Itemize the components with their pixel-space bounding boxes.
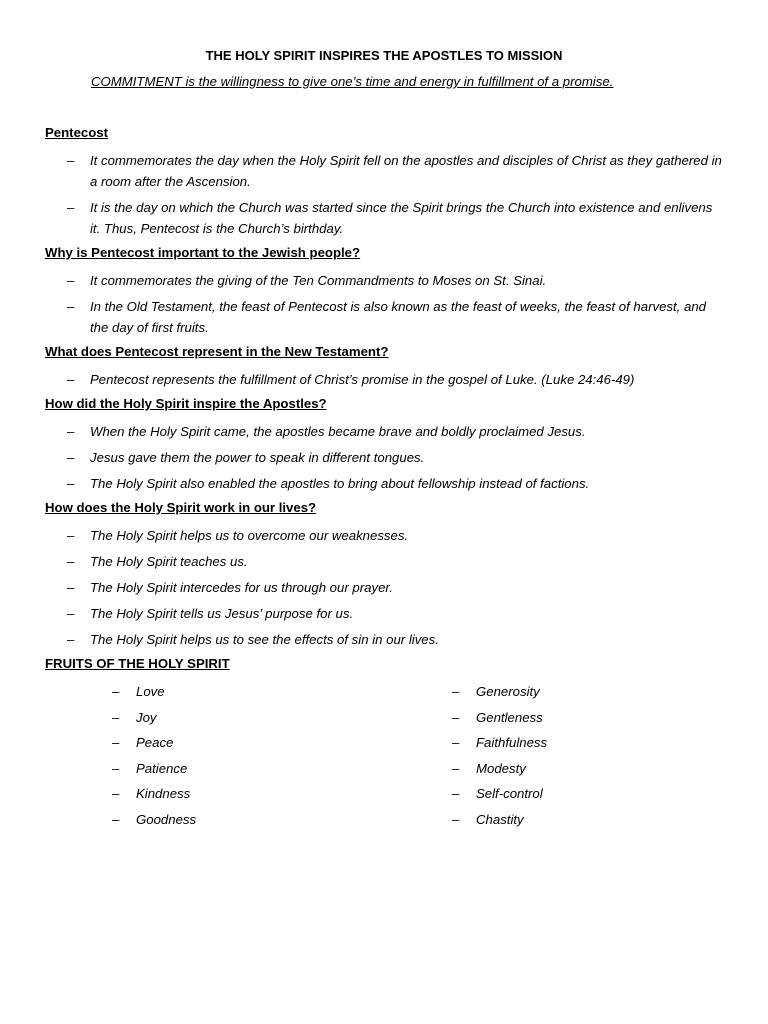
section-bullet-list <box>45 421 725 494</box>
fruit-label: Chastity <box>476 811 524 827</box>
fruit-label: Self-control <box>476 786 543 802</box>
section-heading: Pentecost <box>45 125 109 140</box>
document-body <box>45 124 725 835</box>
fruit-item <box>45 783 385 804</box>
section-heading: How did the Holy Spirit inspire the Apostles? <box>45 396 327 411</box>
dash-bullet: – <box>67 580 75 595</box>
fruit-label: Patience <box>136 760 188 776</box>
dash-bullet: – <box>67 424 75 439</box>
section-heading: Why is Pentecost important to the Jewish people? <box>45 245 361 260</box>
fruit-item <box>45 732 385 753</box>
fruits-right-column <box>385 681 725 835</box>
section-bullet-list <box>45 525 725 650</box>
dash-bullet: – <box>67 153 75 168</box>
bullet-item <box>45 473 725 494</box>
bullet-item <box>45 447 725 468</box>
bullet-item <box>45 197 725 239</box>
dash-bullet: – <box>67 273 75 288</box>
fruits-heading: FRUITS OF THE HOLY SPIRIT <box>45 656 230 671</box>
fruit-label: Peace <box>136 735 174 751</box>
dash-bullet: – <box>67 299 75 314</box>
fruit-label: Generosity <box>476 684 540 699</box>
bullet-item <box>45 150 725 192</box>
fruit-label: Kindness <box>136 786 191 802</box>
section-bullet-list <box>45 150 725 239</box>
fruit-item <box>385 809 725 830</box>
dash-bullet: – <box>67 632 75 647</box>
bullet-text: The Holy Spirit helps us to overcome our weaknesses. <box>90 528 409 543</box>
dash-bullet: – <box>67 372 75 387</box>
section-bullet-list <box>45 270 725 338</box>
dash-bullet: – <box>67 450 75 465</box>
dash-bullet: – <box>452 786 460 802</box>
fruit-item <box>45 707 385 728</box>
dash-bullet: – <box>112 811 120 827</box>
fruit-item <box>385 707 725 728</box>
sections-container <box>45 124 725 650</box>
dash-bullet: – <box>112 760 120 776</box>
fruit-label: Modesty <box>476 760 526 776</box>
section-bullet-list <box>45 369 725 390</box>
commitment-definition: COMMITMENT is the willingness to give one’s time and energy in fulfillment of a promise. <box>91 74 614 89</box>
bullet-text: When the Holy Spirit came, the apostles became brave and boldly proclaimed Jesus. <box>90 424 586 439</box>
bullet-item <box>45 577 725 598</box>
fruit-item <box>385 783 725 804</box>
fruit-item <box>45 681 385 702</box>
bullet-text: The Holy Spirit intercedes for us through our prayer. <box>90 580 393 595</box>
bullet-item <box>45 603 725 624</box>
fruits-list <box>45 681 725 835</box>
bullet-text: It is the day on which the Church was started since the Spirit brings the Church into existence and enlivens it. Thus, Pentecost is the Church’s birthday. <box>90 200 713 236</box>
fruits-left-list <box>45 681 385 830</box>
dash-bullet: – <box>452 811 460 827</box>
dash-bullet: – <box>67 554 75 569</box>
fruit-item <box>385 758 725 779</box>
fruit-item <box>385 732 725 753</box>
dash-bullet: – <box>452 709 460 725</box>
dash-bullet: – <box>452 684 460 699</box>
bullet-text: Pentecost represents the fulfillment of Christ’s promise in the gospel of Luke. (Luke 24:46-49) <box>90 372 635 387</box>
section-heading: What does Pentecost represent in the New Testament? <box>45 344 389 359</box>
bullet-text: The Holy Spirit tells us Jesus’ purpose for us. <box>90 606 354 621</box>
fruit-label: Love <box>136 684 165 699</box>
bullet-item <box>45 296 725 338</box>
fruits-right-list <box>385 681 725 830</box>
bullet-text: It commemorates the day when the Holy Spirit fell on the apostles and disciples of Christ as they gathered in a room after the Ascension. <box>90 153 722 189</box>
bullet-text: The Holy Spirit also enabled the apostles to bring about fellowship instead of factions. <box>90 476 590 491</box>
fruit-label: Faithfulness <box>476 735 548 751</box>
bullet-item <box>45 629 725 650</box>
fruit-label: Goodness <box>136 811 197 827</box>
document-title: THE HOLY SPIRIT INSPIRES THE APOSTLES TO MISSION <box>205 48 563 63</box>
dash-bullet: – <box>67 528 75 543</box>
fruit-item <box>45 758 385 779</box>
dash-bullet: – <box>112 684 120 699</box>
fruit-item <box>385 681 725 702</box>
fruit-label: Joy <box>136 709 157 725</box>
bullet-text: The Holy Spirit teaches us. <box>90 554 248 569</box>
bullet-item <box>45 270 725 291</box>
fruit-label: Gentleness <box>476 709 543 725</box>
fruits-left-column <box>45 681 385 835</box>
dash-bullet: – <box>112 735 120 751</box>
dash-bullet: – <box>112 786 120 802</box>
bullet-text: Jesus gave them the power to speak in different tongues. <box>90 450 425 465</box>
bullet-item <box>45 421 725 442</box>
bullet-text: It commemorates the giving of the Ten Commandments to Moses on St. Sinai. <box>90 273 547 288</box>
dash-bullet: – <box>112 709 120 725</box>
bullet-text: In the Old Testament, the feast of Pentecost is also known as the feast of weeks, the feast of harvest, and the day of first fruits. <box>90 299 707 335</box>
bullet-item <box>45 551 725 572</box>
bullet-item <box>45 369 725 390</box>
bullet-text: The Holy Spirit helps us to see the effects of sin in our lives. <box>90 632 439 647</box>
dash-bullet: – <box>452 735 460 751</box>
bullet-item <box>45 525 725 546</box>
dash-bullet: – <box>67 606 75 621</box>
dash-bullet: – <box>67 200 75 215</box>
section-heading: How does the Holy Spirit work in our lives? <box>45 500 317 515</box>
dash-bullet: – <box>67 476 75 491</box>
dash-bullet: – <box>452 760 460 776</box>
fruit-item <box>45 809 385 830</box>
